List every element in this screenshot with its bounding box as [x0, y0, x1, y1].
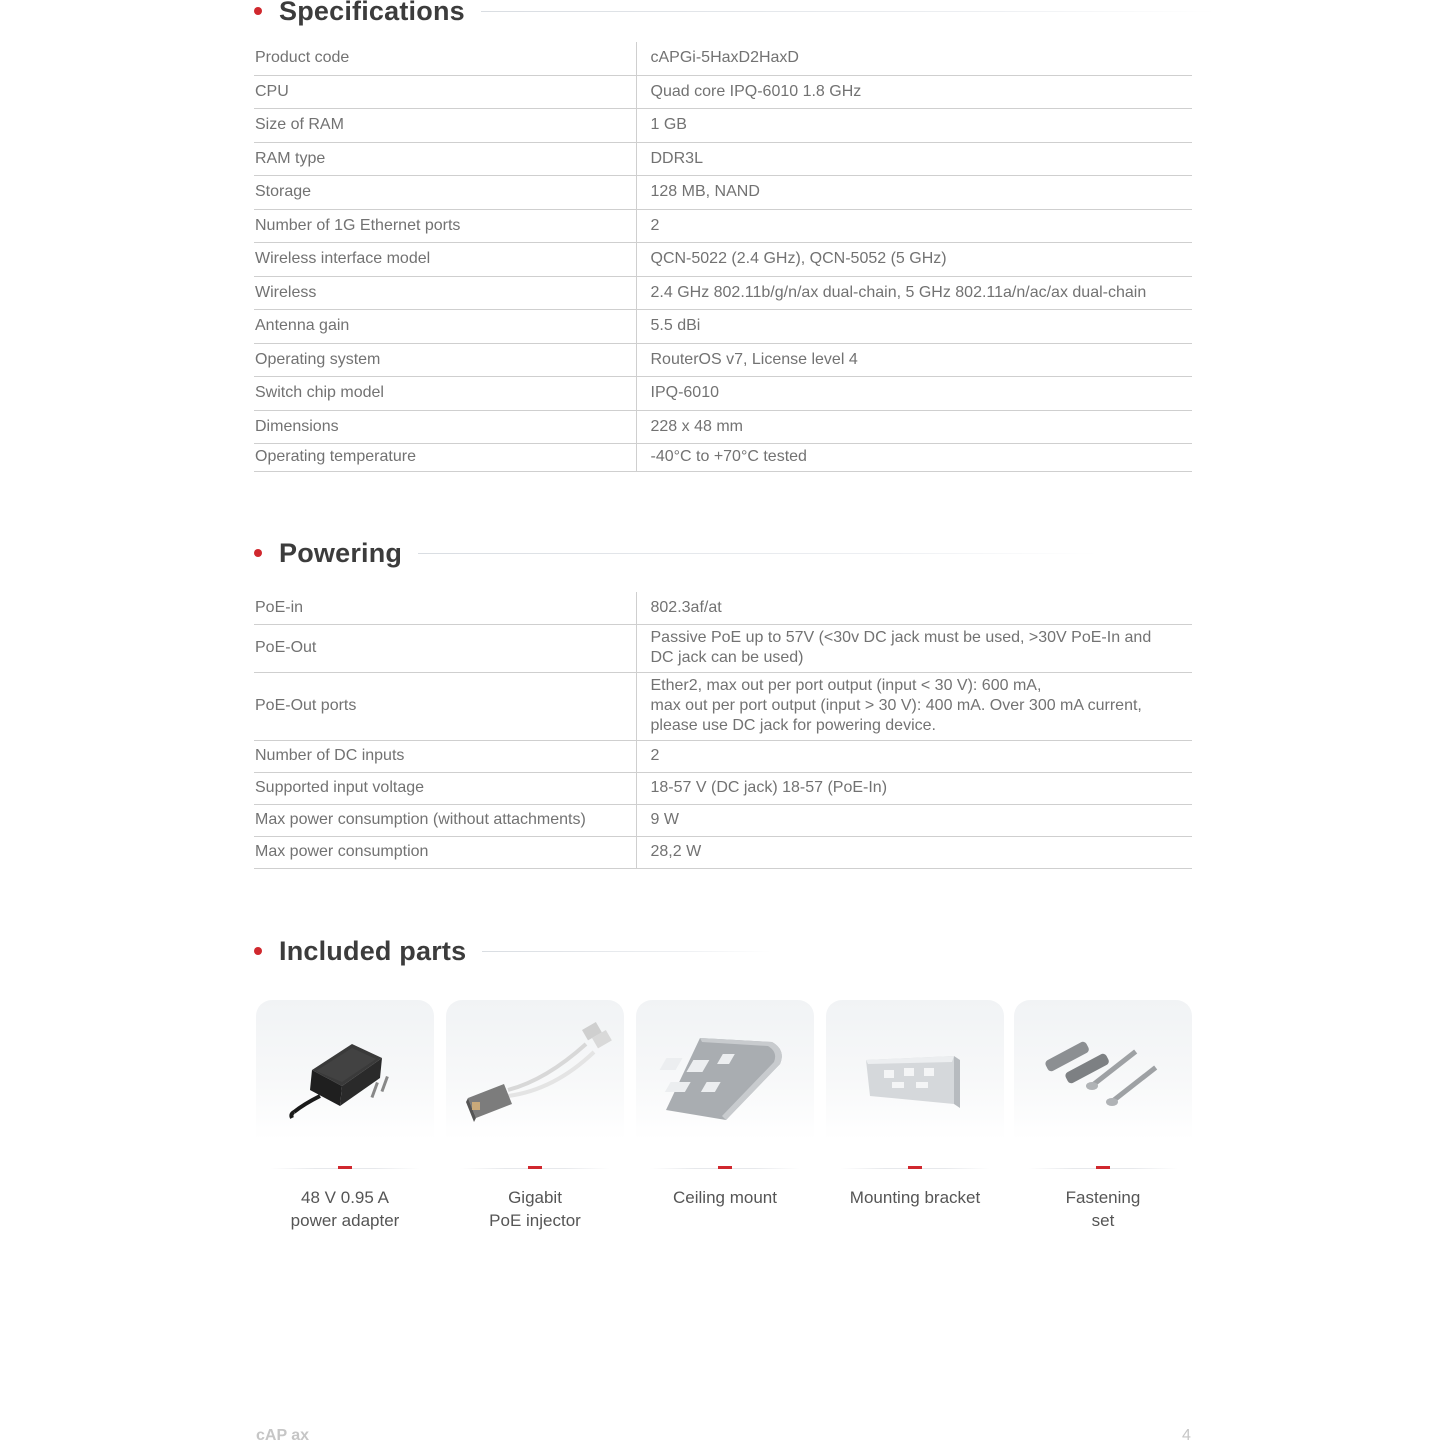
spec-value — [636, 804, 1192, 836]
spec-row — [254, 443, 1192, 471]
part-thumbnail — [826, 1000, 1004, 1140]
spec-value — [636, 592, 1192, 624]
ceiling-mount-icon — [636, 1000, 814, 1140]
spec-label: Wireless interface model — [254, 242, 636, 276]
spec-row — [254, 75, 1192, 108]
included-parts-list — [256, 1000, 1192, 1240]
accent-dash — [908, 1166, 922, 1169]
spec-label: PoE-Out — [254, 624, 636, 672]
spec-row — [254, 276, 1192, 309]
spec-value — [636, 772, 1192, 804]
spec-row — [254, 108, 1192, 142]
spec-label: Max power consumption (without attachments) — [254, 804, 636, 836]
spec-value — [636, 624, 1192, 672]
spec-label: CPU — [254, 75, 636, 108]
part-label — [446, 1186, 624, 1232]
part-label — [826, 1186, 1004, 1209]
spec-row — [254, 836, 1192, 868]
part-label — [256, 1186, 434, 1232]
spec-value: 1 GB — [636, 108, 1192, 142]
spec-label: Switch chip model — [254, 376, 636, 410]
part-thumbnail — [256, 1000, 434, 1140]
bullet-icon — [254, 549, 262, 557]
section-title: Specifications — [279, 0, 465, 26]
spec-row — [254, 376, 1192, 410]
part-label-line: Fastening — [1065, 1188, 1141, 1207]
part-thumbnail — [636, 1000, 814, 1140]
powering-heading — [254, 536, 1098, 570]
spec-label: PoE-Out ports — [254, 672, 636, 740]
spec-value-line: Ether2, max out per port output (input < 30 V): 600 mA, — [650, 677, 1042, 694]
spec-value — [636, 836, 1192, 868]
accent-dash — [1096, 1166, 1110, 1169]
spec-value: 128 MB, NAND — [636, 175, 1192, 209]
section-title: Powering — [279, 537, 403, 568]
spec-row — [254, 740, 1192, 772]
spec-row — [254, 592, 1192, 624]
part-label — [636, 1186, 814, 1209]
spec-value — [636, 672, 1192, 740]
spec-value: QCN-5022 (2.4 GHz), QCN-5052 (5 GHz) — [636, 242, 1192, 276]
spec-label: Number of 1G Ethernet ports — [254, 209, 636, 242]
fastening-set-icon — [1014, 1000, 1192, 1140]
spec-value-line: please use DC jack for powering device. — [650, 717, 936, 734]
spec-row — [254, 242, 1192, 276]
spec-label: Operating system — [254, 343, 636, 376]
spec-label: Size of RAM — [254, 108, 636, 142]
spec-row — [254, 309, 1192, 343]
part-card — [826, 1000, 1004, 1240]
part-label-line: Ceiling mount — [673, 1188, 777, 1207]
spec-row — [254, 804, 1192, 836]
part-card — [1014, 1000, 1192, 1240]
part-thumbnail — [1014, 1000, 1192, 1140]
heading-rule — [482, 951, 772, 952]
spec-value-line: 802.3af/at — [650, 598, 722, 616]
spec-label: Wireless — [254, 276, 636, 309]
spec-value-line: max out per port output (input > 30 V): 400 mA. Over 300 mA current, — [650, 697, 1142, 714]
mounting-bracket-icon — [826, 1000, 1004, 1140]
spec-value: Quad core IPQ-6010 1.8 GHz — [636, 75, 1192, 108]
spec-label: Product code — [254, 42, 636, 75]
spec-row — [254, 772, 1192, 804]
spec-value-line: 18-57 V (DC jack) 18-57 (PoE-In) — [650, 779, 888, 796]
part-label-line: 48 V 0.95 A — [301, 1188, 389, 1207]
spec-value: RouterOS v7, License level 4 — [636, 343, 1192, 376]
spec-row — [254, 42, 1192, 75]
part-label-line: Mounting bracket — [849, 1188, 981, 1207]
spec-value-line: 9 W — [650, 811, 679, 828]
part-thumbnail — [446, 1000, 624, 1140]
spec-value: -40°C to +70°C tested — [636, 443, 1192, 471]
spec-row — [254, 343, 1192, 376]
part-card — [446, 1000, 624, 1240]
included-parts-heading — [254, 934, 772, 968]
bullet-icon — [254, 947, 262, 955]
spec-value — [636, 740, 1192, 772]
spec-row — [254, 624, 1192, 672]
spec-row — [254, 209, 1192, 242]
spec-value: IPQ-6010 — [636, 376, 1192, 410]
specifications-table — [254, 42, 1192, 472]
spec-row — [254, 672, 1192, 740]
footer-brand: cAP ax — [256, 1427, 310, 1444]
spec-value: DDR3L — [636, 142, 1192, 175]
part-label-line: set — [1091, 1211, 1115, 1230]
spec-value-line: DC jack can be used) — [650, 649, 804, 666]
spec-label: Number of DC inputs — [254, 740, 636, 772]
bullet-icon — [254, 7, 262, 15]
specifications-heading — [254, 0, 1217, 28]
spec-value-line: 28,2 W — [650, 843, 702, 860]
part-card — [256, 1000, 434, 1240]
spec-value-line: 2 — [650, 747, 660, 764]
spec-label: Supported input voltage — [254, 772, 636, 804]
part-label-line: PoE injector — [489, 1211, 581, 1230]
part-label — [1014, 1186, 1192, 1232]
spec-label: RAM type — [254, 142, 636, 175]
spec-row — [254, 410, 1192, 443]
part-label-line: Gigabit — [508, 1188, 562, 1207]
spec-value: 2 — [636, 209, 1192, 242]
power-adapter-icon — [256, 1000, 434, 1140]
accent-dash — [338, 1166, 352, 1169]
spec-value: 2.4 GHz 802.11b/g/n/ax dual-chain, 5 GHz 802.11a/n/ac/ax dual-chain — [636, 276, 1192, 309]
poe-injector-icon — [446, 1000, 624, 1140]
spec-label: Dimensions — [254, 410, 636, 443]
part-card — [636, 1000, 814, 1240]
page-number: 4 — [1182, 1427, 1191, 1444]
spec-label: Storage — [254, 175, 636, 209]
spec-value: 5.5 dBi — [636, 309, 1192, 343]
spec-row — [254, 175, 1192, 209]
heading-rule — [481, 11, 1217, 12]
part-label-line: power adapter — [290, 1211, 400, 1230]
spec-value: cAPGi-5HaxD2HaxD — [636, 42, 1192, 75]
accent-dash — [528, 1166, 542, 1169]
heading-rule — [418, 553, 1098, 554]
powering-table — [254, 592, 1192, 869]
spec-row — [254, 142, 1192, 175]
spec-label: Operating temperature — [254, 443, 636, 471]
spec-label: Antenna gain — [254, 309, 636, 343]
spec-value: 228 x 48 mm — [636, 410, 1192, 443]
spec-label: Max power consumption — [254, 836, 636, 868]
spec-value-line: Passive PoE up to 57V (<30v DC jack must be used, >30V PoE-In and — [650, 629, 1152, 646]
spec-label: PoE-in — [254, 592, 636, 624]
accent-dash — [718, 1166, 732, 1169]
section-title: Included parts — [279, 935, 467, 966]
